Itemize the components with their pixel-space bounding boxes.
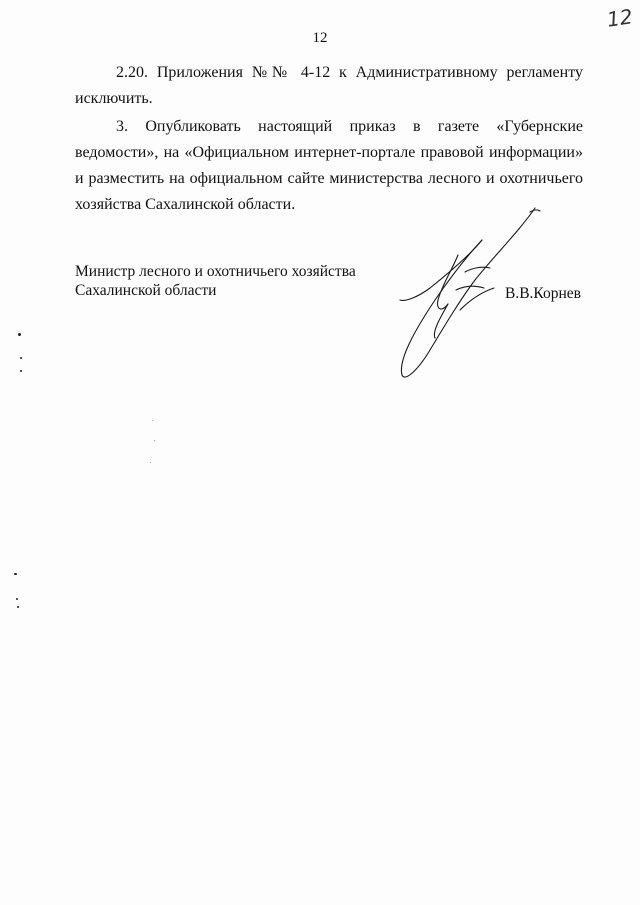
- scan-speck: [154, 440, 155, 441]
- page-number: 12: [312, 30, 328, 46]
- scan-speck: [17, 606, 19, 608]
- signer-name: В.В.Корнев: [505, 285, 581, 302]
- scan-speck: [152, 420, 153, 421]
- paragraph-2-20: 2.20. Приложения №№ 4-12 к Административному регламенту исключить.: [75, 64, 583, 107]
- scan-speck: [16, 598, 18, 600]
- scan-speck: [18, 333, 21, 336]
- scan-speck: [150, 462, 151, 463]
- signer-title-line1: Министр лесного и охотничьего хозяйства: [75, 263, 356, 280]
- scan-speck: [20, 357, 22, 359]
- paragraph-3: 3. Опубликовать настоящий приказ в газете «Губернские ведомости», на «Официальном интернет-портале правовой информации» и разместить на официальном сайте министерства лесного и охотничьего хозяйства Сахалинской области.: [75, 118, 583, 213]
- handwritten-page-number: 12: [605, 4, 634, 32]
- scan-speck: [20, 370, 22, 372]
- signer-title: [75, 262, 356, 300]
- scan-speck: [14, 573, 17, 575]
- signer-title-line2: Сахалинской области: [75, 282, 217, 299]
